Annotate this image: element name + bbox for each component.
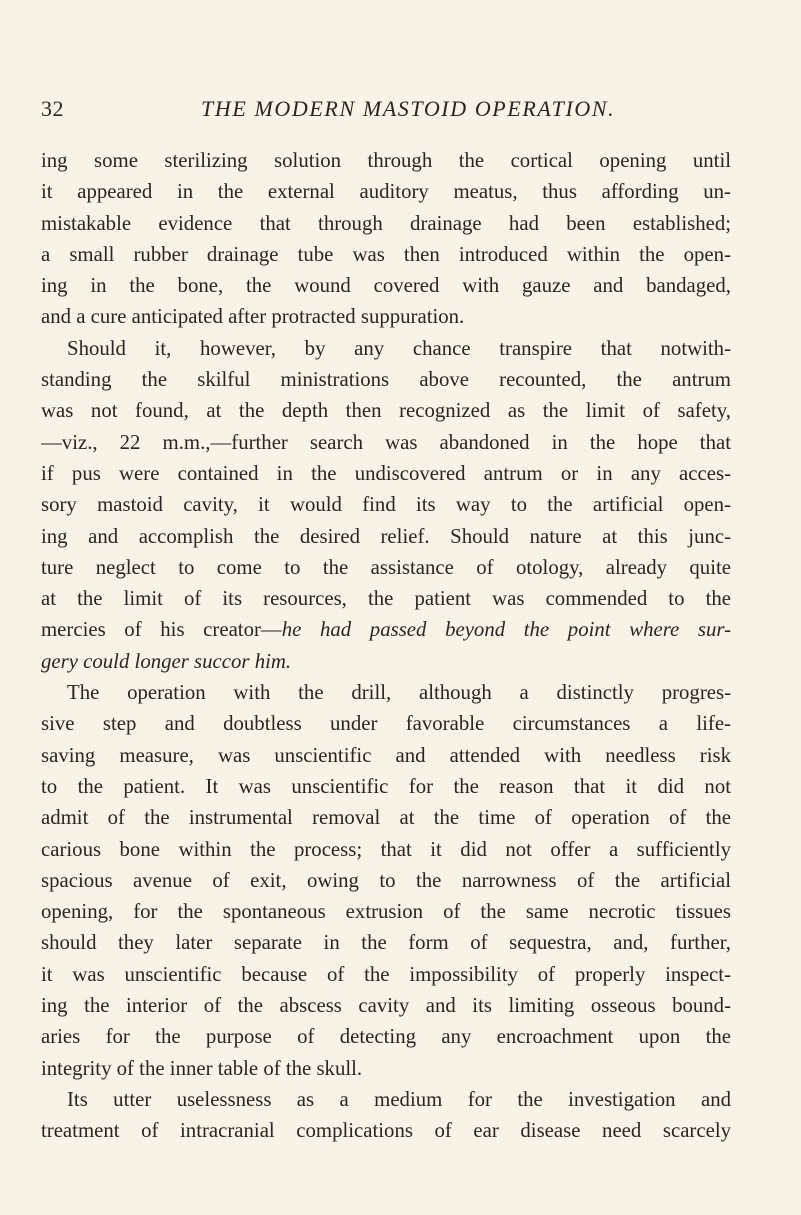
running-title: THE MODERN MASTOID OPERATION. (201, 96, 616, 121)
paragraph-start-line: Should it, however, by any chance transpire that notwith- (67, 336, 731, 360)
text-line: mistakable evidence that through drainage had been established; (41, 211, 731, 235)
text-line: it was unscientific because of the impossibility of properly inspect- (41, 962, 731, 986)
text-line: ing in the bone, the wound covered with gauze and bandaged, (41, 274, 731, 298)
body-text (41, 145, 731, 1147)
text-line: integrity of the inner table of the skull. (41, 1056, 363, 1080)
text-line: aries for the purpose of detecting any encroachment upon the (41, 1025, 731, 1049)
text-line-mixed (41, 614, 731, 645)
text-line: sive step and doubtless under favorable circumstances a life- (41, 712, 731, 736)
text-line: at the limit of its resources, the patient was commended to the (41, 587, 731, 611)
text-line: spacious avenue of exit, owing to the narrowness of the artificial (41, 868, 731, 892)
page-number: 32 (41, 96, 64, 121)
paragraph-start-line: Its utter uselessness as a medium for the investigation and (67, 1087, 731, 1111)
text-line: —viz., 22 m.m.,—further search was abandoned in the hope that (41, 430, 731, 454)
text-segment: mercies of his creator— (41, 618, 282, 642)
text-line: ing some sterilizing solution through the cortical opening until (41, 149, 731, 172)
text-line: was not found, at the depth then recognized as the limit of safety, (41, 399, 731, 423)
italic-line: gery could longer succor him. (41, 649, 292, 673)
text-line: sory mastoid cavity, it would find its way to the artificial open- (41, 493, 731, 517)
text-line: ing the interior of the abscess cavity and its limiting osseous bound- (41, 994, 731, 1018)
text-line: saving measure, was unscientific and attended with needless risk (41, 743, 731, 767)
running-header (41, 96, 731, 136)
text-line: carious bone within the process; that it did not offer a sufficiently (41, 837, 731, 861)
paragraph-start-line: The operation with the drill, although a distinctly progres- (67, 681, 731, 705)
text-line: to the patient. It was unscientific for the reason that it did not (41, 774, 731, 798)
text-line: opening, for the spontaneous extrusion of the same necrotic tissues (41, 900, 731, 924)
text-line: admit of the instrumental removal at the time of operation of the (41, 806, 731, 830)
text-line: standing the skilful ministrations above recounted, the antrum (41, 368, 731, 392)
italic-emphasis: he had passed beyond the point where sur- (281, 618, 731, 642)
text-line: a small rubber drainage tube was then introduced within the open- (41, 242, 731, 266)
text-line: if pus were contained in the undiscovered antrum or in any acces- (41, 461, 731, 485)
text-line: treatment of intracranial complications of ear disease need scarcely (41, 1119, 731, 1143)
text-line: it appeared in the external auditory meatus, thus affording un- (41, 180, 731, 204)
text-line: ture neglect to come to the assistance of otology, already quite (41, 555, 731, 579)
text-line: ing and accomplish the desired relief. Should nature at this junc- (41, 524, 731, 548)
text-line: and a cure anticipated after protracted suppuration. (41, 305, 465, 329)
text-line: should they later separate in the form of sequestra, and, further, (41, 931, 731, 955)
